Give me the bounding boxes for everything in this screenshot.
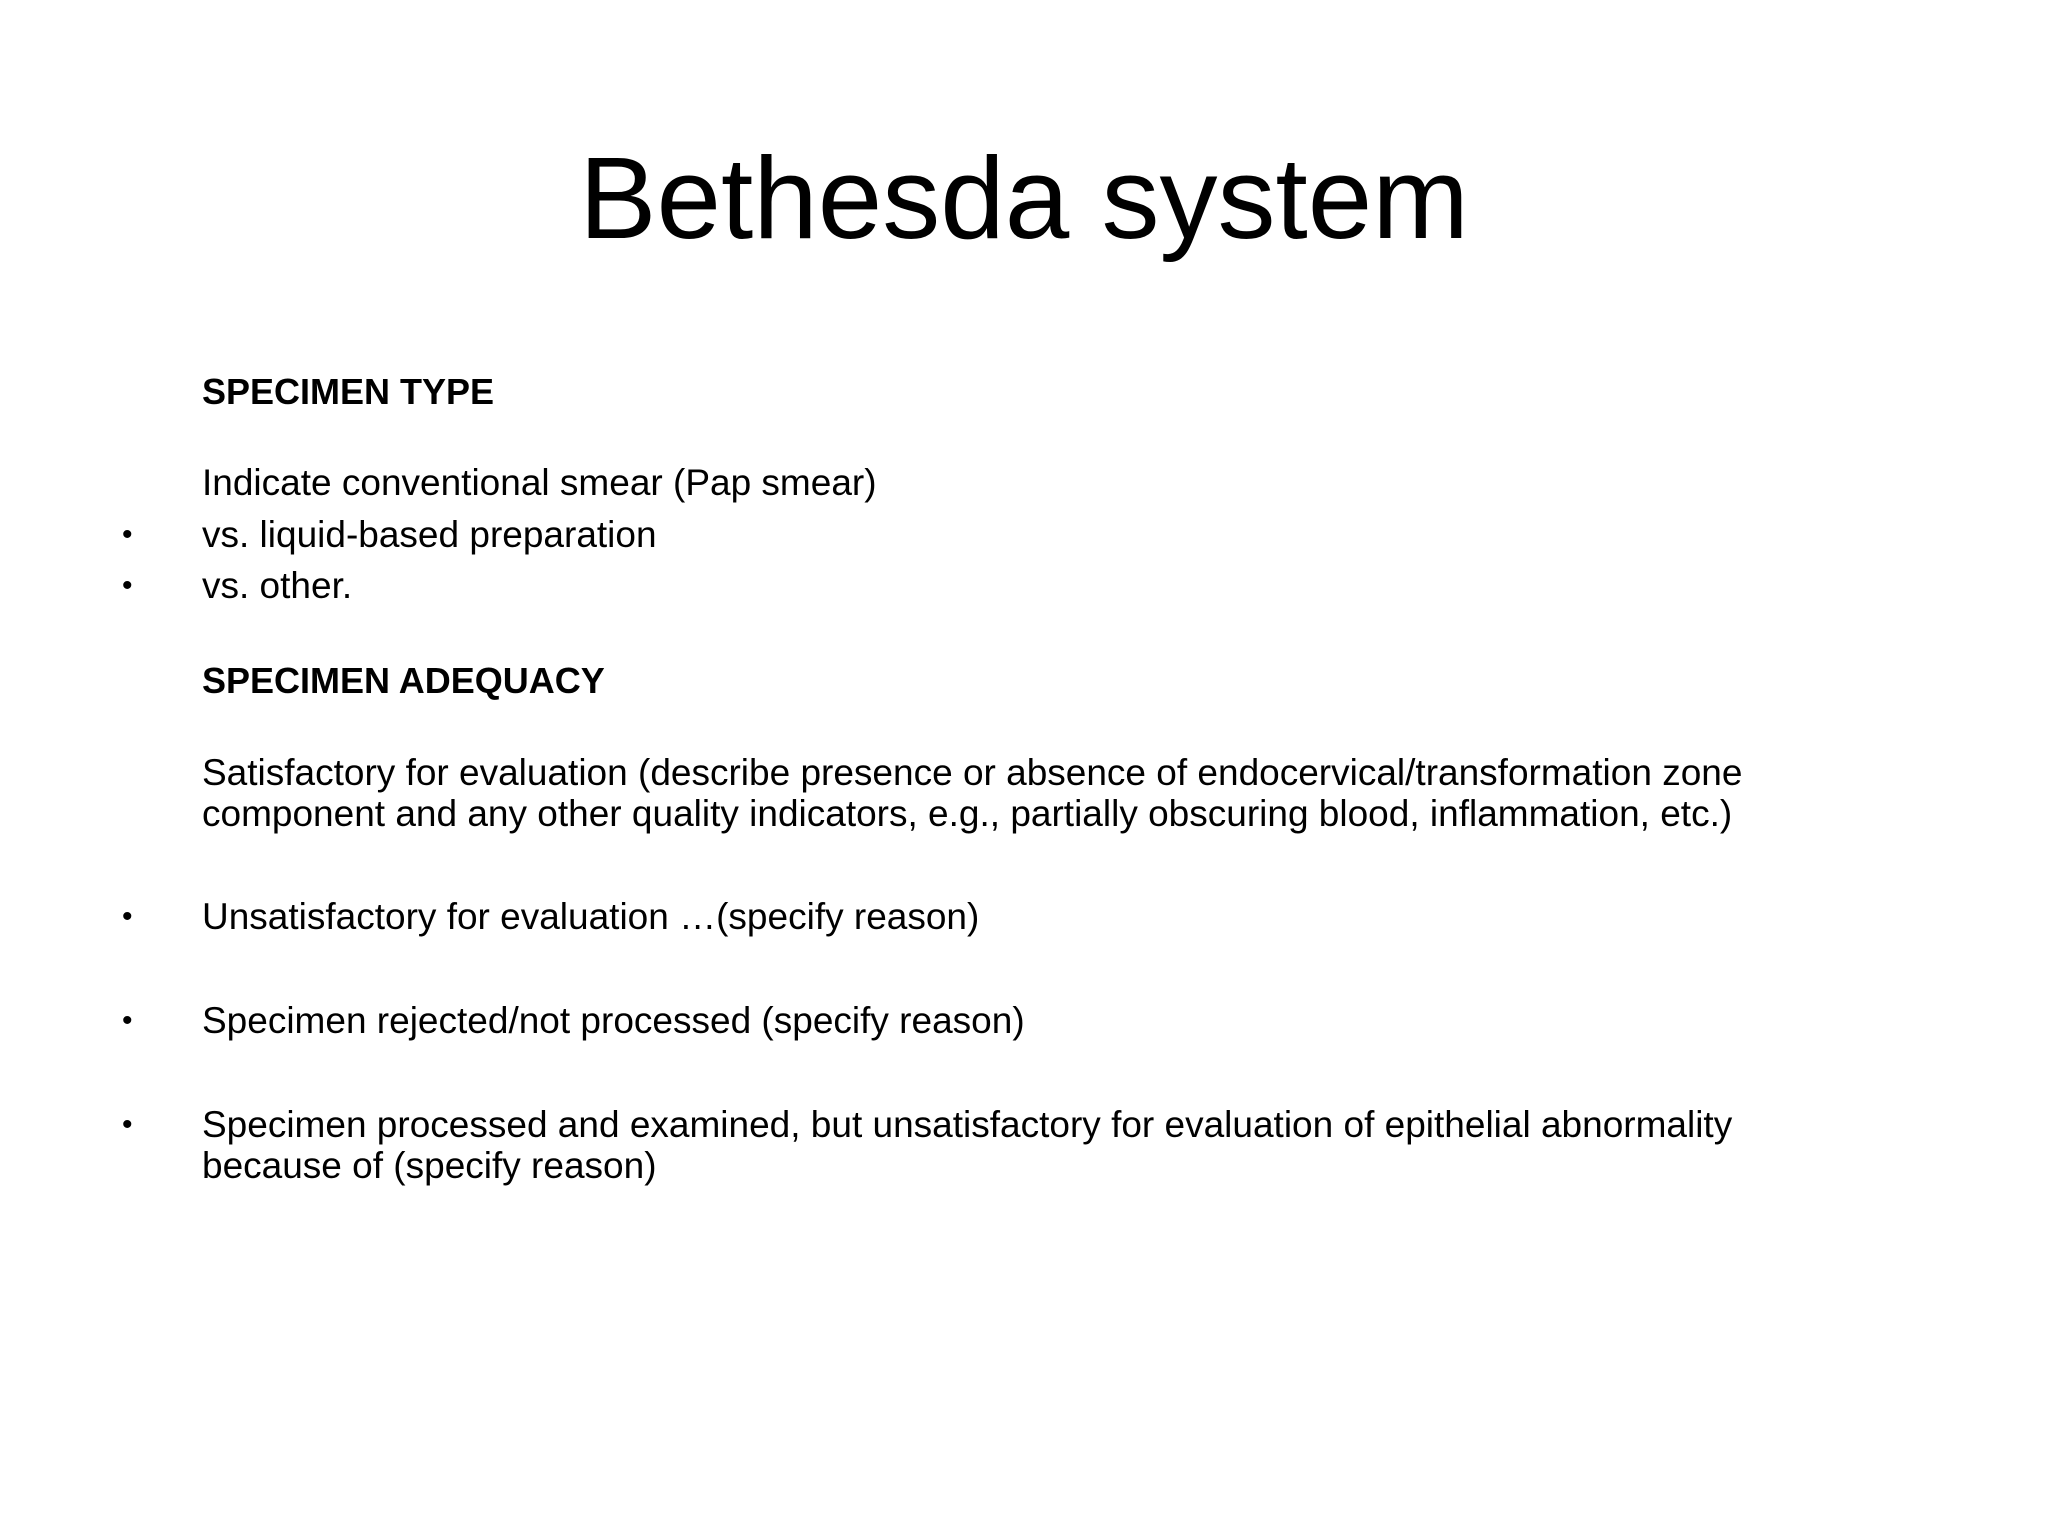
bullet-marker: •	[122, 1004, 133, 1037]
slide-title: Bethesda system	[579, 133, 1469, 263]
bullet-marker: •	[122, 1108, 133, 1141]
satisfactory-line-2: component and any other quality indicators, e.g., partially obscuring blood, inflammation, etc.)	[202, 793, 1733, 834]
bullet-marker: •	[122, 569, 133, 602]
bullet-marker: •	[122, 518, 133, 551]
specimen-type-bullet-liquid: vs. liquid-based preparation	[202, 514, 657, 555]
specimen-type-bullet-other: vs. other.	[202, 565, 353, 606]
satisfactory-line-1: Satisfactory for evaluation (describe presence or absence of endocervical/transformation zone	[202, 752, 1743, 793]
rejected-bullet: Specimen rejected/not processed (specify reason)	[202, 1000, 1025, 1041]
specimen-type-intro: Indicate conventional smear (Pap smear)	[202, 462, 877, 503]
specimen-adequacy-heading: SPECIMEN ADEQUACY	[202, 660, 605, 701]
unsatisfactory-bullet: Unsatisfactory for evaluation …(specify reason)	[202, 896, 980, 937]
specimen-type-heading: SPECIMEN TYPE	[202, 371, 495, 412]
processed-bullet-line-2: because of (specify reason)	[202, 1145, 657, 1186]
bullet-marker: •	[122, 900, 133, 933]
processed-bullet-line-1: Specimen processed and examined, but unsatisfactory for evaluation of epithelial abnormality	[202, 1104, 1733, 1145]
